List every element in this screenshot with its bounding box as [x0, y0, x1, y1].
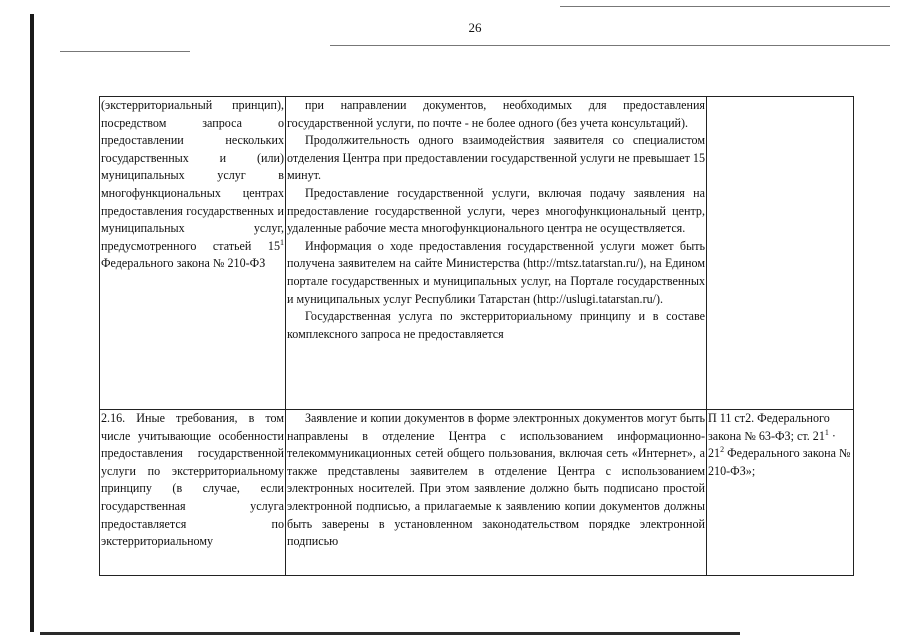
scan-bottom-edge [40, 632, 740, 635]
scan-left-edge [30, 14, 34, 632]
description-cell [286, 97, 707, 410]
requirement-text-tail: Федерального закона № 210-ФЗ [101, 256, 266, 271]
document-table [99, 96, 854, 576]
scan-artifact-line [330, 45, 890, 46]
scan-artifact-line [60, 51, 190, 52]
requirement-text: 2.16. Иные требования, в том числе учитывающие особенности предоставления государственной услуги по экстерриториальному принципу (в случае, если государственная услуга предоставляется по экстерриториальному [101, 411, 284, 549]
superscript: 1 [280, 237, 284, 247]
description-cell [286, 410, 707, 576]
paragraph: Предоставление государственной услуги, включая подачу заявления на предоставление государственной услуги, через многофункциональный центр, удаленные рабочие места многофункционального центра не осуществляется. [287, 185, 705, 236]
table-row [100, 97, 854, 410]
superscript: 2 [720, 445, 725, 455]
requirement-cell [100, 97, 286, 410]
scan-artifact-line [560, 6, 890, 7]
superscript: 1 [824, 427, 829, 437]
requirement-cell [100, 410, 286, 576]
reference-text: П 11 ст2. Федерального закона № 63-ФЗ; ст. 21 [708, 411, 830, 443]
reference-text-mid: · 21 [708, 428, 836, 461]
reference-text-tail: Федерального закона № 210-ФЗ»; [708, 446, 851, 478]
paragraph: Государственная услуга по экстерриториальному принципу и в составе комплексного запроса не предоставляется [287, 309, 705, 341]
reference-cell [707, 97, 854, 410]
paragraph: Продолжительность одного взаимодействия заявителя со специалистом отделения Центра при предоставлении государственной услуги не превышает 15 минут. [287, 133, 705, 183]
page-number: 26 [468, 20, 482, 35]
paragraph: при направлении документов, необходимых для предоставления государственной услуги, по почте - не более одного (без учета консультаций). [287, 98, 705, 130]
table-row [100, 410, 854, 576]
paragraph: Информация о ходе предоставления государственной услуги может быть получена заявителем на сайте Министерства (http://mtsz.tatarstan.ru/), на Едином портале государственных и муниципальных услуг, на Портале государственных и муниципальных услуг Республики Татарстан (http://uslugi.tatarstan.ru/). [287, 238, 705, 306]
paragraph: Заявление и копии документов в форме электронных документов могут быть направлены в отделение Центра с использованием информационно-телекоммуникационных сетей общего пользования, включая сеть «Интернет», а также представлены заявителем в отделение Центра с использованием электронных носителей. При этом заявление должно быть подписано простой электронной подписью, а прилагаемые к заявлению копии документов должны быть заверены в установленном законодательством порядке электронной подписью [287, 411, 705, 549]
reference-cell [707, 410, 854, 576]
requirement-text: (экстерриториальный принцип), посредством запроса о предоставлении нескольких государственных и (или) муниципальных услуг в многофункциональных центрах предоставления государственных и муниципальных услуг, предусмотренного статьей 15 [101, 98, 284, 253]
